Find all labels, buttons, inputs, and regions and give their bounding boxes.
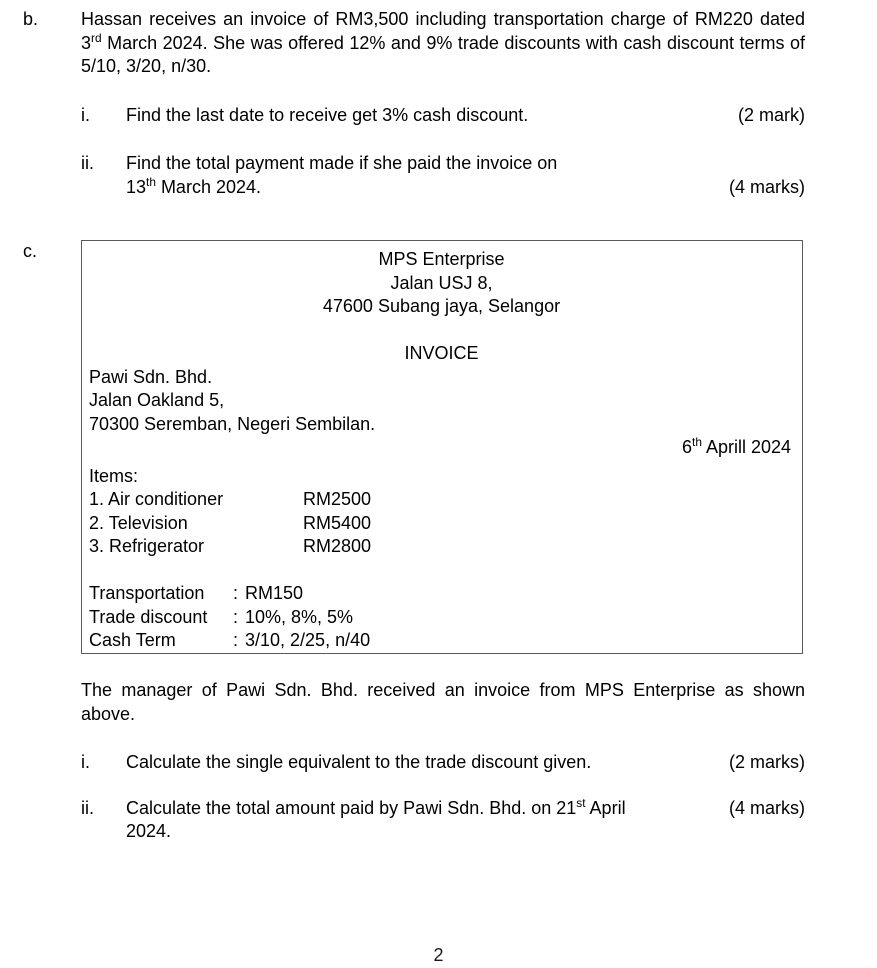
invoice-terms-table (89, 582, 370, 653)
question-b-label: b. (23, 9, 39, 29)
invoice-date-pre: 6 (682, 437, 693, 457)
invoice-term-label: Trade discount (89, 606, 208, 627)
invoice-buyer-name: Pawi Sdn. Bhd. (89, 366, 213, 387)
invoice-term-separator: : (233, 630, 239, 650)
invoice-buyer-address-line1: Jalan Oakland 5, (89, 390, 225, 410)
question-b-block (23, 8, 805, 199)
invoice-items-table (89, 488, 371, 559)
invoice-term-label: Cash Term (89, 630, 176, 650)
invoice-seller-address-line2: 47600 Subang jaya, Selangor (322, 296, 561, 316)
invoice-term-separator: : (233, 583, 239, 603)
ordinal-suffix-th: th (692, 435, 702, 449)
question-c-item-ii-text-line2: 2024. (126, 821, 172, 841)
question-c-body (81, 679, 805, 844)
question-b-item-ii-content (126, 152, 805, 199)
question-c-item-ii-marks: (4 marks) (729, 797, 805, 818)
invoice-seller-name: MPS Enterprise (378, 249, 505, 269)
invoice-spacer-2 (89, 559, 794, 583)
invoice-title: INVOICE (404, 343, 479, 363)
question-b-item-i-text: Find the last date to receive get 3% cash discount. (126, 104, 529, 125)
question-c-note-line1: The manager of Pawi Sdn. Bhd. received an invoice from MPS Enterprise as shown (81, 680, 805, 700)
invoice-item-name: 3. Refrigerator (89, 536, 205, 556)
invoice-buyer-address-line2: 70300 Seremban, Negeri Sembilan. (89, 413, 376, 434)
question-c-item-ii-text-line1-pre: Calculate the total amount paid by Pawi Sdn. Bhd. on 21 (126, 797, 577, 818)
question-b-stem-line3: discount terms of 5/10, 3/20, n/30. (81, 32, 805, 76)
invoice-term-row (89, 606, 370, 630)
invoice-term-value: 10%, 8%, 5% (245, 606, 354, 627)
question-c-item-i-text: Calculate the single equivalent to the trade discount given. (126, 752, 592, 772)
invoice-item-row (89, 488, 371, 512)
invoice-item-name: 1. Air conditioner (89, 489, 224, 509)
question-b-item-i-numeral: i. (81, 104, 90, 125)
invoice-term-label: Transportation (89, 583, 205, 603)
question-b-body (81, 8, 805, 199)
question-b-item-ii-text-line2-post: March 2024. (155, 176, 261, 197)
question-b-stem-line1: Hassan receives an invoice of RM3,500 including transportation charge of RM220 (81, 9, 753, 29)
ordinal-suffix-th: th (146, 174, 156, 189)
question-c-item-ii-text-line1-post: April (585, 797, 626, 818)
invoice-term-value: RM150 (245, 583, 304, 603)
question-b-item-i-marks: (2 mark) (738, 104, 805, 125)
question-b-item-ii-numeral: ii. (81, 153, 94, 173)
question-b-item-ii-text-line2-pre: 13 (126, 176, 147, 197)
invoice-inner (82, 241, 802, 653)
question-b-stem-line2-post: March 2024. She was offered 12% and 9% trade discounts with cash (101, 32, 662, 53)
invoice-items-heading: Items: (89, 465, 139, 486)
question-c-item-ii-content (126, 797, 805, 844)
page-edge-line (873, 0, 874, 960)
invoice-term-separator: : (233, 606, 239, 627)
invoice-item-row (89, 512, 371, 536)
invoice-item-price: RM2800 (303, 536, 372, 556)
invoice-item-price: RM2500 (303, 489, 372, 509)
question-c-note (81, 679, 805, 726)
question-c-item-i (81, 751, 805, 775)
ordinal-suffix-st: st (576, 795, 586, 810)
page-number: 2 (433, 945, 444, 965)
invoice-item-row (89, 535, 371, 559)
question-c-item-i-numeral: i. (81, 752, 90, 772)
ordinal-suffix-rd: rd (91, 30, 102, 45)
invoice-seller-address-line1: Jalan USJ 8, (390, 272, 493, 293)
question-c-item-i-content (126, 751, 805, 775)
question-c-note-line2: above. (81, 703, 136, 724)
question-c-item-ii (81, 797, 805, 844)
question-b-item-i (81, 104, 805, 128)
question-b-subitems (81, 104, 805, 200)
invoice-term-row (89, 629, 370, 653)
question-b-stem (81, 8, 805, 79)
question-c-label: c. (23, 241, 38, 261)
question-c-item-ii-numeral: ii. (81, 797, 94, 818)
invoice-item-name: 2. Television (89, 512, 188, 533)
question-b-stem-line2-pre: dated 3 (81, 9, 805, 53)
question-c-subitems (81, 751, 805, 844)
invoice-term-value: 3/10, 2/25, n/40 (245, 630, 371, 650)
question-b-item-ii-marks: (4 marks) (729, 176, 805, 197)
invoice-date (89, 436, 794, 460)
question-b-item-i-content (126, 104, 805, 128)
invoice-date-post: Aprill 2024 (701, 437, 791, 457)
question-b-item-ii-text-line1: Find the total payment made if she paid the invoice on (126, 153, 558, 173)
invoice-item-price: RM5400 (303, 512, 372, 533)
invoice-spacer-1 (89, 319, 794, 343)
invoice-term-row (89, 582, 370, 606)
question-b-item-ii (81, 152, 805, 199)
question-c-item-i-marks: (2 marks) (729, 752, 805, 772)
invoice-box (81, 240, 803, 654)
